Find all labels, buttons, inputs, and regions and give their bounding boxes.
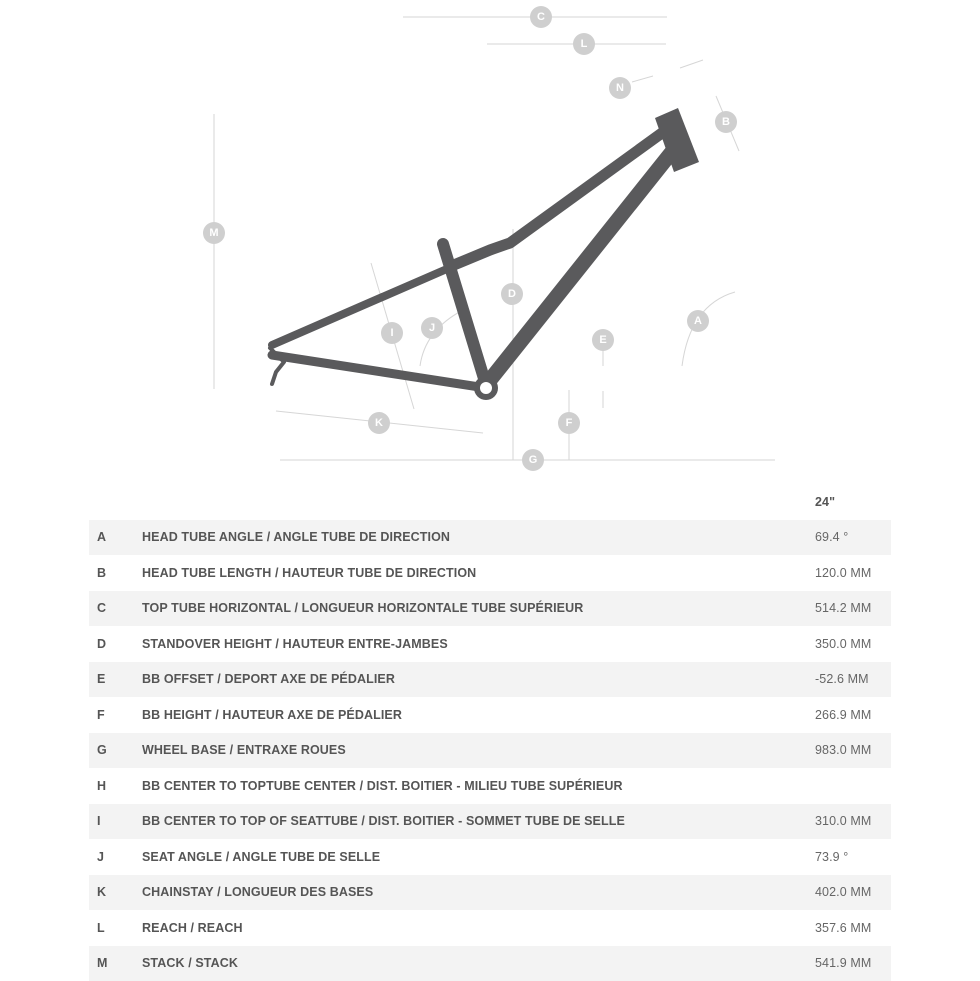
row-letter: L: [89, 910, 142, 946]
table-row: [89, 768, 891, 804]
badge-e: [592, 329, 614, 351]
table-row: [89, 697, 891, 733]
table-row: [89, 626, 891, 662]
row-value: -52.6 MM: [815, 662, 891, 698]
table-row: [89, 804, 891, 840]
row-value: 402.0 MM: [815, 875, 891, 911]
row-label: STANDOVER HEIGHT / HAUTEUR ENTRE-JAMBES: [142, 626, 815, 662]
svg-text:D: D: [508, 288, 516, 300]
svg-text:K: K: [375, 417, 383, 429]
badge-b: [715, 111, 737, 133]
table-row: [89, 520, 891, 556]
row-letter: M: [89, 946, 142, 981]
row-label: BB CENTER TO TOP OF SEATTUBE / DIST. BOITIER - SOMMET TUBE DE SELLE: [142, 804, 815, 840]
row-label: CHAINSTAY / LONGUEUR DES BASES: [142, 875, 815, 911]
badge-j: [421, 317, 443, 339]
row-letter: J: [89, 839, 142, 875]
table-row: [89, 555, 891, 591]
row-label: REACH / REACH: [142, 910, 815, 946]
badge-g: [522, 449, 544, 471]
table-row: [89, 910, 891, 946]
row-letter: K: [89, 875, 142, 911]
row-label: HEAD TUBE LENGTH / HAUTEUR TUBE DE DIRECTION: [142, 555, 815, 591]
svg-text:M: M: [209, 227, 219, 239]
row-value: 73.9 °: [815, 839, 891, 875]
row-letter: I: [89, 804, 142, 840]
row-letter: A: [89, 520, 142, 556]
badge-i: [381, 322, 403, 344]
badge-d: [501, 283, 523, 305]
row-letter: G: [89, 733, 142, 769]
row-letter: D: [89, 626, 142, 662]
frame-geometry-diagram: [0, 0, 980, 480]
table-row: [89, 591, 891, 627]
row-letter: C: [89, 591, 142, 627]
row-letter: B: [89, 555, 142, 591]
table-row: [89, 733, 891, 769]
row-label: STACK / STACK: [142, 946, 815, 981]
table-row: [89, 839, 891, 875]
badge-n: [609, 77, 631, 99]
row-value: 266.9 MM: [815, 697, 891, 733]
row-label: BB OFFSET / DEPORT AXE DE PÉDALIER: [142, 662, 815, 698]
row-value: 541.9 MM: [815, 946, 891, 981]
row-value: 983.0 MM: [815, 733, 891, 769]
row-letter: F: [89, 697, 142, 733]
row-value: 357.6 MM: [815, 910, 891, 946]
size-header: 24": [815, 495, 836, 509]
table-row: [89, 875, 891, 911]
badge-a: [687, 310, 709, 332]
row-letter: H: [89, 768, 142, 804]
svg-text:J: J: [428, 322, 436, 334]
row-label: SEAT ANGLE / ANGLE TUBE DE SELLE: [142, 839, 815, 875]
row-label: BB CENTER TO TOPTUBE CENTER / DIST. BOITIER - MILIEU TUBE SUPÉRIEUR: [142, 768, 815, 804]
geometry-table: [89, 485, 891, 981]
row-value: 514.2 MM: [815, 591, 891, 627]
badge-m: [203, 222, 225, 244]
badge-k: [368, 412, 390, 434]
row-value: 350.0 MM: [815, 626, 891, 662]
svg-text:F: F: [565, 417, 573, 429]
svg-text:I: I: [390, 327, 394, 339]
svg-text:G: G: [528, 454, 538, 466]
row-label: TOP TUBE HORIZONTAL / LONGUEUR HORIZONTALE TUBE SUPÉRIEUR: [142, 591, 815, 627]
row-label: BB HEIGHT / HAUTEUR AXE DE PÉDALIER: [142, 697, 815, 733]
row-label: HEAD TUBE ANGLE / ANGLE TUBE DE DIRECTION: [142, 520, 815, 556]
table-row: [89, 946, 891, 981]
svg-text:L: L: [580, 38, 588, 50]
svg-text:C: C: [537, 11, 545, 23]
row-value: 120.0 MM: [815, 555, 891, 591]
svg-text:N: N: [616, 82, 624, 94]
badge-l: [573, 33, 595, 55]
row-value: 69.4 °: [815, 520, 891, 556]
badge-f: [558, 412, 580, 434]
row-value: [815, 768, 891, 804]
row-value: 310.0 MM: [815, 804, 891, 840]
svg-text:A: A: [694, 315, 702, 327]
badge-c: [530, 6, 552, 28]
table-header-row: [89, 485, 891, 520]
svg-text:B: B: [722, 116, 730, 128]
svg-text:E: E: [599, 334, 607, 346]
row-letter: E: [89, 662, 142, 698]
table-row: [89, 662, 891, 698]
row-label: WHEEL BASE / ENTRAXE ROUES: [142, 733, 815, 769]
bike-frame: [270, 108, 699, 400]
